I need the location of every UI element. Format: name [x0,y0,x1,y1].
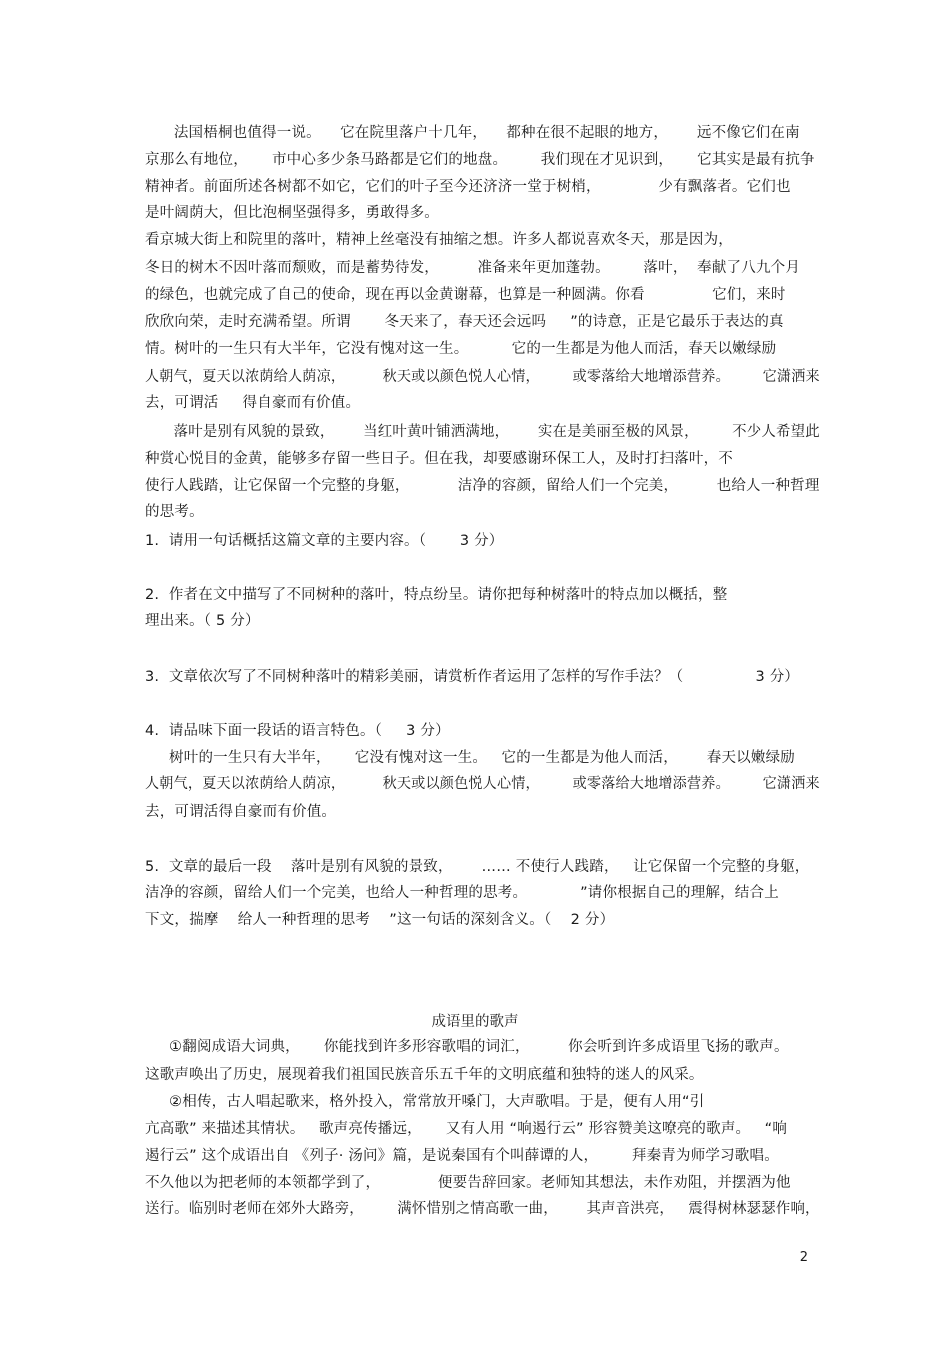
paragraph-line: 欣欣向荣，走时充满希望。所谓 冬天来了，春天还会远吗 ”的诗意，正是它最乐于表达的真 [145,314,784,330]
question-5-cont: 下文，揣摩 给人一种哲理的思考 ”这一句话的深刻含义。（ 2 分） [145,912,615,928]
question-2: 2. 作者在文中描写了不同树种的落叶，特点纷呈。请你把每种树落叶的特点加以概括，整 [145,587,728,603]
paragraph-line: 去，可谓活 得自豪而有价值。 [145,395,361,411]
question-2-cont: 理出来。（ 5 分） [145,613,260,629]
question-1: 1. 请用一句话概括这篇文章的主要内容。（ 3 分） [145,533,504,549]
paragraph-line: 法国梧桐也值得一说。 它在院里落户十几年， 都种在很不起眼的地方， 远不像它们在南 [145,125,800,141]
paragraph-line: 的思考。 [145,504,204,520]
paragraph-line: 的绿色，也就完成了自己的使命，现在再以金黄谢幕，也算是一种圆满。你看 它们，来时 [145,287,786,303]
question-5-cont: 洁净的容颜，留给人们一个完美，也给人一种哲理的思考。 ”请你根据自己的理解，结合上 [145,885,779,901]
paragraph-line: 情。树叶的一生只有大半年，它没有愧对这一生。 它的一生都是为他人而活，春天以嫩绿励 [145,341,777,357]
paragraph-line: 亢高歌” 来描述其情状。 歌声亮传播远， 又有人用 “响遏行云” 形容赞美这嘹亮的歌声。 “响 [145,1121,788,1137]
paragraph-line: 冬日的树木不因叶落而颓败，而是蓄势待发， 准备来年更加蓬勃。 落叶， 奉献了八九个月 [145,260,801,276]
paragraph-line: 遏行云” 这个成语出自 《列子· 汤问》篇，是说秦国有个叫薛谭的人， 拜秦青为师学习歌唱。 [145,1148,779,1164]
paragraph-line: 看京城大街上和院里的落叶，精神上丝毫没有抽缩之想。许多人都说喜欢冬天，那是因为， [145,232,733,248]
paragraph-line: 这歌声唤出了历史，展现着我们祖国民族音乐五千年的文明底蕴和独特的迷人的风采。 [145,1067,704,1083]
question-3: 3. 文章依次写了不同树种落叶的精彩美丽，请赏析作者运用了怎样的写作手法？（ 3 分） [145,669,800,685]
quote-line: 人朝气，夏天以浓荫给人荫凉， 秋天或以颜色悦人心情， 或零落给大地增添营养。 它潇洒来 [145,776,820,792]
paragraph-line: 精神者。前面所述各树都不如它，它们的叶子至今还济济一堂于树梢， 少有飘落者。它们也 [145,179,791,195]
paragraph-line: 送行。临别时老师在郊外大路旁， 满怀惜别之情高歌一曲， 其声音洪亮， 震得树林瑟瑟作响， [145,1201,820,1217]
paragraph-line: ②相传，古人唱起歌来，格外投入，常常放开嗓门，大声歌唱。于是，便有人用“引 [145,1094,705,1110]
passage-title: 成语里的歌声 [431,1014,519,1030]
paragraph-line: 种赏心悦目的金黄，能够多存留一些日子。但在我，却要感谢环保工人，及时打扫落叶，不 [145,451,733,467]
paragraph-line: 是叶阔荫大，但比泡桐坚强得多，勇敢得多。 [145,205,439,221]
paragraph-line: 京那么有地位， 市中心多少条马路都是它们的地盘。 我们现在才见识到， 它其实是最有抗争 [145,152,815,168]
paragraph-line: 落叶是别有风貌的景致， 当红叶黄叶铺洒满地， 实在是美丽至极的风景， 不少人希望此 [145,424,820,440]
paragraph-line: ①翻阅成语大词典， 你能找到许多形容歌唱的词汇， 你会听到许多成语里飞扬的歌声。 [145,1039,789,1055]
quote-line: 去，可谓活得自豪而有价值。 [145,804,337,820]
page-number: 2 [799,1250,808,1265]
paragraph-line: 人朝气，夏天以浓荫给人荫凉， 秋天或以颜色悦人心情， 或零落给大地增添营养。 它潇洒来 [145,369,820,385]
question-5: 5. 文章的最后一段 落叶是别有风貌的景致， …… 不使行人践踏， 让它保留一个完整的身躯， [145,859,810,875]
quote-line: 树叶的一生只有大半年， 它没有愧对这一生。 它的一生都是为他人而活， 春天以嫩绿励 [145,750,795,766]
paragraph-line: 不久他以为把老师的本领都学到了， 便要告辞回家。老师知其想法，未作劝阻，并摆酒为他 [145,1175,791,1191]
question-4: 4. 请品味下面一段话的语言特色。（ 3 分） [145,723,450,739]
paragraph-line: 使行人践踏，让它保留一个完整的身躯， 洁净的容颜，留给人们一个完美， 也给人一种哲理 [145,478,820,494]
